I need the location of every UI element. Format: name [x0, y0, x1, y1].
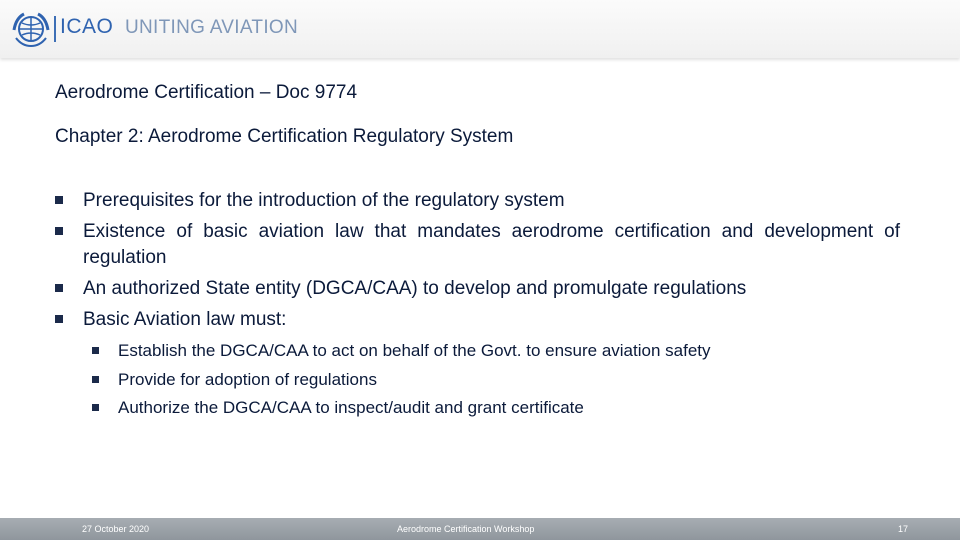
sub-bullet-text: Authorize the DGCA/CAA to inspect/audit and grant certificate: [118, 398, 584, 417]
slide-title: Aerodrome Certification – Doc 9774: [55, 82, 358, 103]
square-bullet-icon: [55, 227, 63, 235]
sub-bullet-list: [92, 340, 711, 426]
icao-logo-text: ICAO: [60, 15, 114, 38]
square-bullet-icon: [92, 376, 99, 383]
sub-bullet-text: Establish the DGCA/CAA to act on behalf of the Govt. to ensure aviation safety: [118, 341, 711, 360]
bullet-item: [55, 188, 900, 214]
bullet-text: An authorized State entity (DGCA/CAA) to develop and promulgate regulations: [83, 278, 747, 299]
footer-bar: [0, 518, 960, 540]
bullet-item: [55, 219, 900, 271]
square-bullet-icon: [92, 404, 99, 411]
sub-bullet-text: Provide for adoption of regulations: [118, 369, 377, 389]
bullet-text: Existence of basic aviation law that mandates aerodrome certification and development of regulation: [83, 221, 900, 268]
sub-bullet-item: [92, 397, 711, 419]
sub-bullet-item: [92, 340, 711, 362]
icao-emblem-icon: [10, 8, 52, 50]
bullet-text: Basic Aviation law must:: [83, 309, 287, 330]
square-bullet-icon: [92, 347, 99, 354]
tagline: UNITING AVIATION: [125, 17, 298, 38]
square-bullet-icon: [55, 315, 63, 323]
bullet-item: [55, 307, 900, 333]
bullet-text: Prerequisites for the introduction of the regulatory system: [83, 190, 565, 211]
slide-subtitle: Chapter 2: Aerodrome Certification Regulatory System: [55, 126, 514, 147]
footer-date: 27 October 2020: [82, 524, 150, 534]
square-bullet-icon: [55, 196, 63, 204]
header-bar: [0, 0, 960, 58]
square-bullet-icon: [55, 284, 63, 292]
bullet-list: [55, 188, 900, 338]
bullet-item: [55, 276, 900, 302]
page-number: 17: [898, 524, 909, 534]
logo-divider: [54, 16, 56, 42]
sub-bullet-item: [92, 369, 711, 391]
footer-event-name: Aerodrome Certification Workshop: [397, 524, 535, 534]
